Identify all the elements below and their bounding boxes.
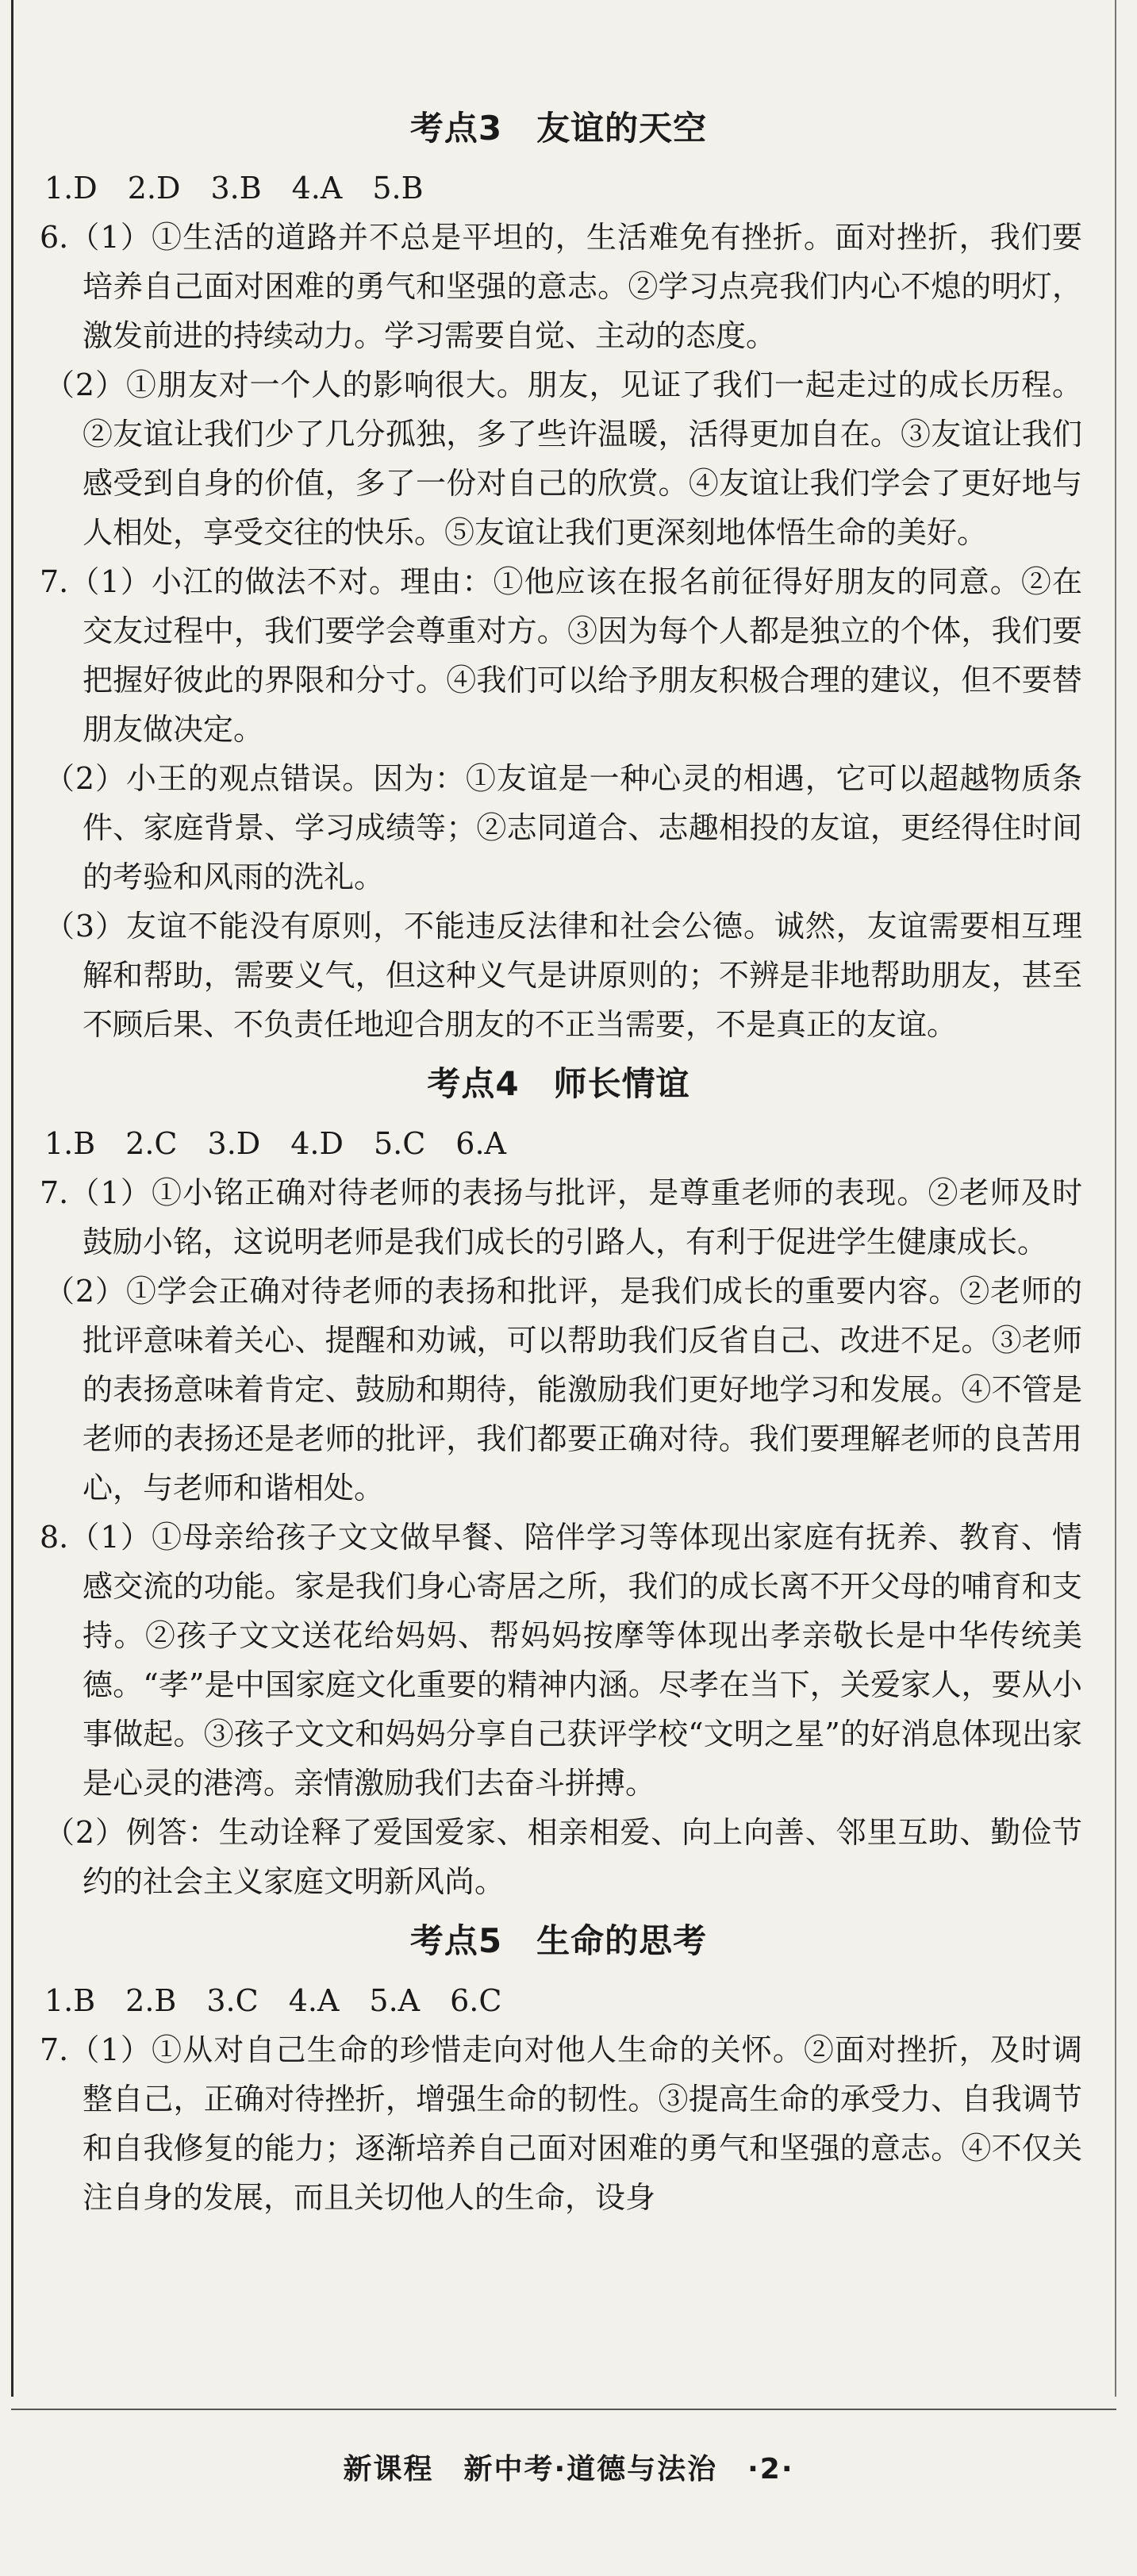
question-part-3: （3）友谊不能没有原则，不能违反法律和社会公德。诚然，友谊需要相互理解和帮助，需要义气，但这种义气是讲原则的；不辨是非地帮助朋友，甚至不顾后果、不负责任地迎合朋友的不正当需要，不是真正的友谊。 xyxy=(44,909,1082,1042)
answer-content xyxy=(35,94,1082,2222)
section-title: 考点3 友谊的天空 xyxy=(409,109,708,148)
section-title: 考点5 生命的思考 xyxy=(409,1921,708,1960)
section-teachers-family xyxy=(35,1049,1082,1906)
section-title: 考点4 师长情谊 xyxy=(427,1064,690,1103)
multiple-choice-answers: 1.D 2.D 3.B 4.A 5.B xyxy=(44,171,424,206)
section-friendship xyxy=(35,94,1082,1049)
left-margin-rule xyxy=(11,0,13,2397)
question-6 xyxy=(35,213,1082,557)
footer-rule xyxy=(11,2409,1116,2410)
question-part-1: 7.（1）①从对自己生命的珍惜走向对他人生命的关怀。②面对挫折，及时调整自己，正确对待挫折，增强生命的韧性。③提高生命的承受力、自我调节和自我修复的能力；逐渐培养自己面对困难的勇气和坚强的意志。④不仅关注自身的发展，而且关切他人的生命，设身 xyxy=(40,2032,1082,2215)
question-7 xyxy=(35,1168,1082,1513)
question-part-2: （2）①学会正确对待老师的表扬和批评，是我们成长的重要内容。②老师的批评意味着关心、提醒和劝诫，可以帮助我们反省自己、改进不足。③老师的表扬意味着肯定、鼓励和期待，能激励我们更好地学习和发展。④不管是老师的表扬还是老师的批评，我们都要正确对待。我们要理解老师的良苦用心，与老师和谐相处。 xyxy=(44,1274,1082,1505)
right-margin-rule xyxy=(1115,0,1116,2397)
question-part-1: 8.（1）①母亲给孩子文文做早餐、陪伴学习等体现出家庭有抚养、教育、情感交流的功能。家是我们身心寄居之所，我们的成长离不开父母的哺育和支持。②孩子文文送花给妈妈、帮妈妈按摩等体现出孝亲敬长是中华传统美德。“孝”是中国家庭文化重要的精神内涵。尽孝在当下，关爱家人，要从小事做起。③孩子文文和妈妈分享自己获评学校“文明之星”的好消息体现出家是心灵的港湾。亲情激励我们去奋斗拼搏。 xyxy=(40,1520,1082,1801)
footer-text: 新课程 新中考·道德与法治 ·2· xyxy=(343,2453,794,2486)
question-part-1: 6.（1）①生活的道路并不总是平坦的，生活难免有挫折。面对挫折，我们要培养自己面对困难的勇气和坚强的意志。②学习点亮我们内心不熄的明灯，激发前进的持续动力。学习需要自觉、主动的态度。 xyxy=(40,220,1082,353)
question-part-2: （2）例答：生动诠释了爱国爱家、相亲相爱、向上向善、邻里互助、勤俭节约的社会主义家庭文明新风尚。 xyxy=(44,1815,1082,1899)
section-life xyxy=(35,1906,1082,2222)
page-footer xyxy=(0,2409,1137,2576)
multiple-choice-answers: 1.B 2.C 3.D 4.D 5.C 6.A xyxy=(44,1126,506,1161)
question-part-2: （2）①朋友对一个人的影响很大。朋友，见证了我们一起走过的成长历程。②友谊让我们少了几分孤独，多了些许温暖，活得更加自在。③友谊让我们感受到自身的价值，多了一份对自己的欣赏。④友谊让我们学会了更好地与人相处，享受交往的快乐。⑤友谊让我们更深刻地体悟生命的美好。 xyxy=(44,367,1082,550)
question-8 xyxy=(35,1513,1082,1906)
question-part-1: 7.（1）①小铭正确对待老师的表扬与批评，是尊重老师的表现。②老师及时鼓励小铭，这说明老师是我们成长的引路人，有利于促进学生健康成长。 xyxy=(40,1175,1082,1259)
question-7 xyxy=(35,2025,1082,2222)
question-part-1: 7.（1）小江的做法不对。理由：①他应该在报名前征得好朋友的同意。②在交友过程中，我们要学会尊重对方。③因为每个人都是独立的个体，我们要把握好彼此的界限和分寸。④我们可以给予朋友积极合理的建议，但不要替朋友做决定。 xyxy=(40,564,1082,747)
question-part-2: （2）小王的观点错误。因为：①友谊是一种心灵的相遇，它可以超越物质条件、家庭背景、学习成绩等；②志同道合、志趣相投的友谊，更经得住时间的考验和风雨的洗礼。 xyxy=(44,761,1082,894)
question-7 xyxy=(35,557,1082,1049)
multiple-choice-answers: 1.B 2.B 3.C 4.A 5.A 6.C xyxy=(44,1983,502,2018)
